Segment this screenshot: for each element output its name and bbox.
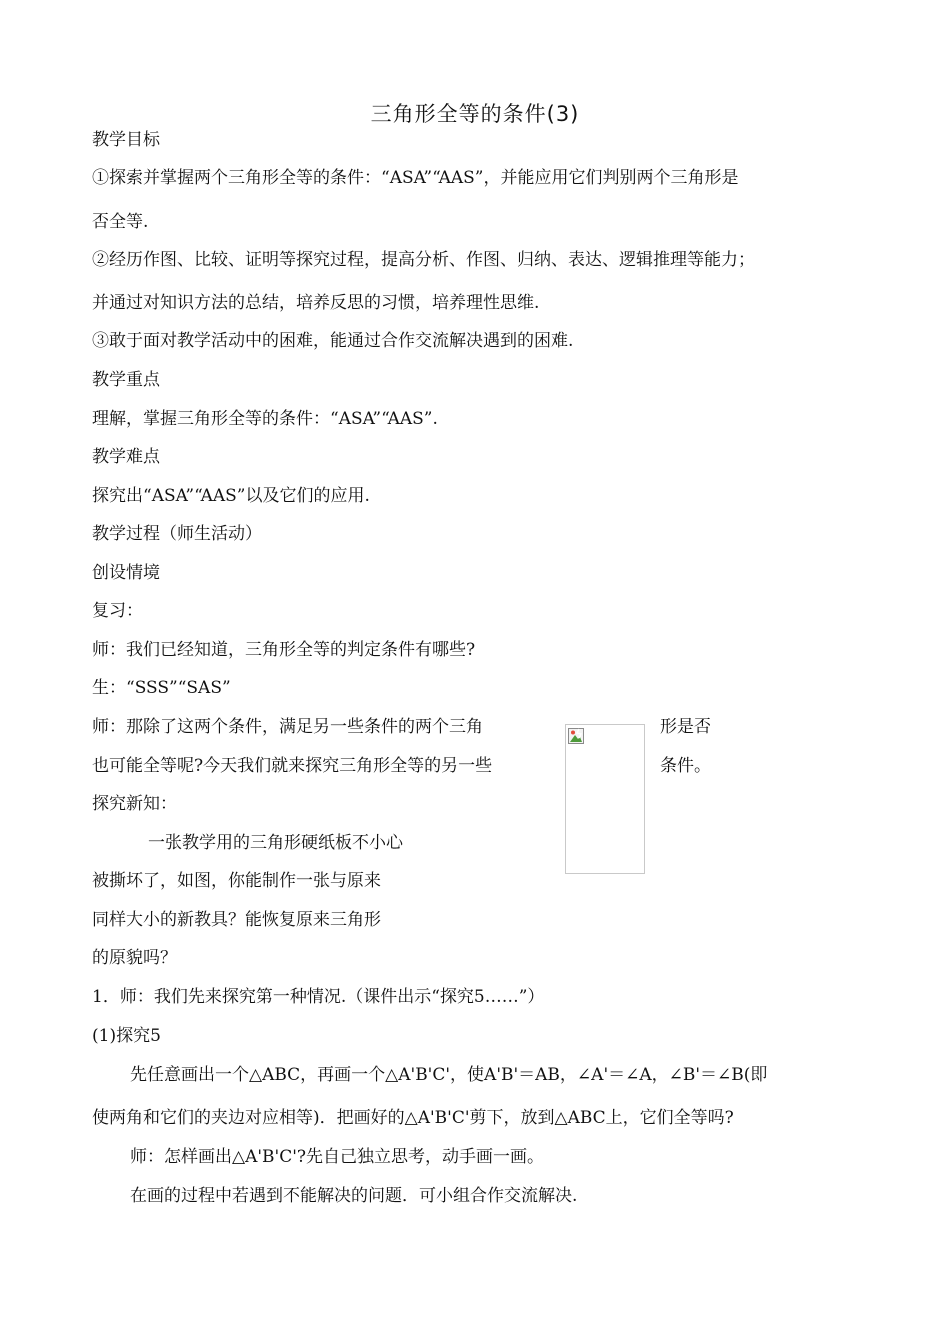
heading-teaching-goals: 教学目标 <box>92 130 160 150</box>
teacher-line-2-right: 条件。 <box>660 756 711 776</box>
scenario-text-4: 的原貌吗？ <box>92 948 177 968</box>
scenario-text-1: 一张教学用的三角形硬纸板不小心 <box>148 833 403 853</box>
goal-1-line-1: ①探索并掌握两个三角形全等的条件：“ASA”“AAS”，并能应用它们判别两个三角形是 <box>92 168 739 188</box>
heading-teaching-process: 教学过程（师生活动） <box>92 524 262 544</box>
teacher-question: 师：我们已经知道，三角形全等的判定条件有哪些? <box>92 640 476 660</box>
key-points-text: 理解，掌握三角形全等的条件：“ASA”“AAS”. <box>92 409 438 429</box>
goal-1-line-2: 否全等. <box>92 212 149 232</box>
teacher-line-1-left: 师：那除了这两个条件，满足另一些条件的两个三角 <box>92 717 483 737</box>
student-answer: 生：“SSS”“SAS” <box>92 678 231 698</box>
heading-scenario: 创设情境 <box>92 563 160 583</box>
difficulties-text: 探究出“ASA”“AAS”以及它们的应用. <box>92 486 370 506</box>
explore-5-heading: (1)探究5 <box>92 1026 161 1046</box>
teacher-line-1-right: 形是否 <box>660 717 711 737</box>
goal-2-line-1: ②经历作图、比较、证明等探究过程，提高分析、作图、归纳、表达、逻辑推理等能力； <box>92 250 755 270</box>
broken-image-icon <box>568 728 584 744</box>
heading-key-points: 教学重点 <box>92 370 160 390</box>
goal-2-line-2: 并通过对知识方法的总结，培养反思的习惯，培养理性思维. <box>92 293 540 313</box>
explore-5-text-1: 先任意画出一个△ABC，再画一个△A'B'C'，使A'B'＝AB，∠A'＝∠A，∠B'＝∠B(即 <box>130 1065 768 1085</box>
review-label: 复习： <box>92 601 143 621</box>
heading-difficulties: 教学难点 <box>92 447 160 467</box>
torn-triangle-image-placeholder <box>565 724 645 874</box>
teacher-line-2-left: 也可能全等呢?今天我们就来探究三角形全等的另一些 <box>92 756 493 776</box>
page-title: 三角形全等的条件(3) <box>370 102 580 126</box>
explore-5-text-2: 使两角和它们的夹边对应相等)．把画好的△A'B'C'剪下，放到△ABC上，它们全等吗? <box>92 1108 734 1128</box>
heading-explore-new: 探究新知： <box>92 794 177 814</box>
goal-3: ③敢于面对教学活动中的困难，能通过合作交流解决遇到的困难. <box>92 331 574 351</box>
step-1-text: 1．师：我们先来探究第一种情况.（课件出示“探究5……”） <box>92 987 545 1007</box>
scenario-text-3: 同样大小的新教具？能恢复原来三角形 <box>92 910 381 930</box>
teacher-how-to-draw: 师：怎样画出△A'B'C'?先自己独立思考，动手画一画。 <box>130 1147 544 1167</box>
scenario-text-2: 被撕坏了，如图，你能制作一张与原来 <box>92 871 381 891</box>
group-discussion-text: 在画的过程中若遇到不能解决的问题．可小组合作交流解决. <box>130 1186 578 1206</box>
